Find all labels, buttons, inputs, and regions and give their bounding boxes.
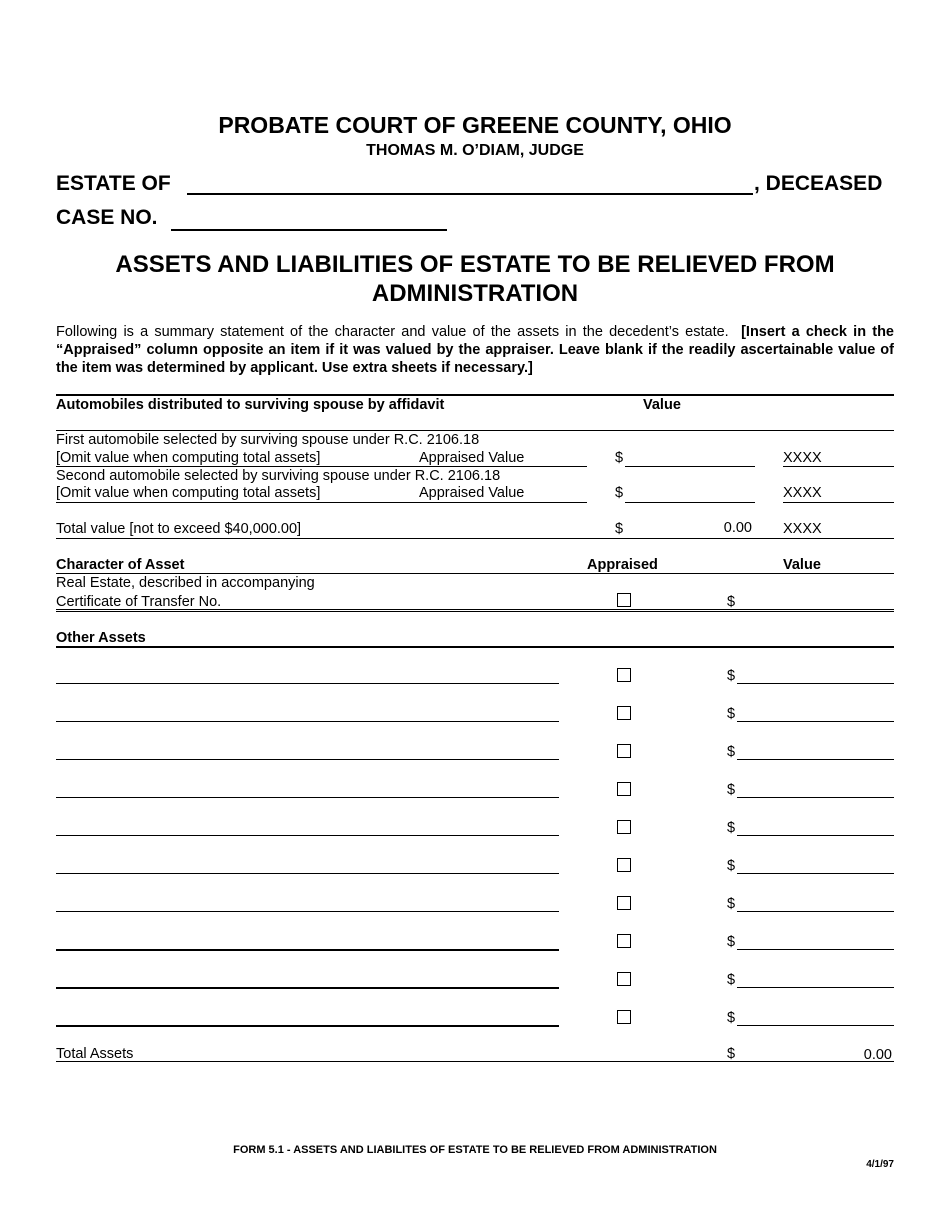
asset-appraised-checkbox[interactable] bbox=[617, 706, 631, 720]
first-auto-line2: [Omit value when computing total assets] bbox=[56, 450, 321, 466]
asset-description-field[interactable] bbox=[56, 781, 559, 798]
asset-appraised-checkbox[interactable] bbox=[617, 668, 631, 682]
asset-value-field[interactable] bbox=[737, 895, 894, 912]
second-auto-appraised-label: Appraised Value bbox=[419, 485, 525, 501]
deceased-label: , DECEASED bbox=[754, 172, 883, 195]
asset-appraised-checkbox[interactable] bbox=[617, 858, 631, 872]
dollar-sign: $ bbox=[727, 782, 736, 798]
asset-value-field[interactable] bbox=[737, 743, 894, 760]
divider bbox=[783, 502, 894, 503]
asset-appraised-checkbox[interactable] bbox=[617, 972, 631, 986]
asset-value-field[interactable] bbox=[737, 857, 894, 874]
asset-appraised-checkbox[interactable] bbox=[617, 820, 631, 834]
divider bbox=[56, 1061, 894, 1062]
xxxx-marker: XXXX bbox=[783, 521, 822, 537]
second-auto-line1: Second automobile selected by surviving spouse under R.C. 2106.18 bbox=[56, 468, 501, 484]
real-estate-appraised-checkbox[interactable] bbox=[617, 593, 631, 607]
value-heading: Value bbox=[783, 557, 821, 573]
divider bbox=[783, 466, 894, 467]
estate-label: ESTATE OF bbox=[56, 172, 171, 195]
first-auto-appraised-label: Appraised Value bbox=[419, 450, 525, 466]
intro-text: Following is a summary statement of the character and value of the assets in the decedent’s estate. bbox=[56, 324, 729, 340]
asset-appraised-checkbox[interactable] bbox=[617, 782, 631, 796]
asset-description-field[interactable] bbox=[56, 1009, 559, 1027]
total-assets-value: 0.00 bbox=[863, 1047, 892, 1063]
second-auto-line2: [Omit value when computing total assets] bbox=[56, 485, 321, 501]
total-assets-label: Total Assets bbox=[56, 1046, 134, 1062]
dollar-sign: $ bbox=[727, 706, 736, 722]
dollar-sign: $ bbox=[727, 1046, 736, 1062]
divider bbox=[56, 466, 587, 467]
court-name: PROBATE COURT OF GREENE COUNTY, OHIO bbox=[218, 112, 732, 138]
dollar-sign: $ bbox=[727, 1010, 736, 1026]
other-assets-heading: Other Assets bbox=[56, 630, 146, 646]
dollar-sign: $ bbox=[615, 521, 624, 537]
dollar-sign: $ bbox=[727, 668, 736, 684]
auto-total-label: Total value [not to exceed $40,000.00] bbox=[56, 521, 302, 537]
dollar-sign: $ bbox=[615, 450, 624, 466]
real-estate-line1: Real Estate, described in accompanying bbox=[56, 575, 315, 591]
divider bbox=[56, 502, 587, 503]
asset-description-field[interactable] bbox=[56, 667, 559, 684]
form-title: ASSETS AND LIABILITIES OF ESTATE TO BE RELIEVED FROM ADMINISTRATION bbox=[115, 251, 835, 307]
dollar-sign: $ bbox=[727, 934, 736, 950]
divider bbox=[56, 646, 894, 648]
asset-appraised-checkbox[interactable] bbox=[617, 744, 631, 758]
appraised-heading: Appraised bbox=[587, 557, 658, 573]
dollar-sign: $ bbox=[727, 744, 736, 760]
asset-description-field[interactable] bbox=[56, 819, 559, 836]
asset-value-field[interactable] bbox=[737, 933, 894, 950]
auto-total-value: 0.00 bbox=[723, 520, 752, 536]
automobiles-value-heading: Value bbox=[643, 397, 681, 413]
intro-instruction: [Insert a check in the “Appraised” column opposite an item if it was valued by the appraiser. Leave blank if the readily ascertainable value of the item was determined by applicant. Use extra sheets if necessary.] bbox=[56, 324, 894, 376]
dollar-sign: $ bbox=[727, 896, 736, 912]
judge-name: THOMAS M. O’DIAM, JUDGE bbox=[366, 142, 584, 159]
second-auto-value-field[interactable] bbox=[625, 486, 755, 503]
divider bbox=[56, 538, 894, 539]
asset-description-field[interactable] bbox=[56, 857, 559, 874]
case-label: CASE NO. bbox=[56, 206, 158, 229]
form-date: 4/1/97 bbox=[866, 1159, 894, 1170]
asset-value-field[interactable] bbox=[737, 705, 894, 722]
character-heading: Character of Asset bbox=[56, 557, 185, 573]
first-auto-line1: First automobile selected by surviving spouse under R.C. 2106.18 bbox=[56, 432, 480, 448]
automobiles-heading: Automobiles distributed to surviving spouse by affidavit bbox=[56, 397, 445, 413]
xxxx-marker: XXXX bbox=[783, 485, 822, 501]
form-footer: FORM 5.1 - ASSETS AND LIABILITES OF ESTATE TO BE RELIEVED FROM ADMINISTRATION bbox=[233, 1144, 717, 1156]
asset-description-field[interactable] bbox=[56, 971, 559, 989]
asset-description-field[interactable] bbox=[56, 933, 559, 951]
real-estate-line2: Certificate of Transfer No. bbox=[56, 594, 222, 610]
asset-value-field[interactable] bbox=[737, 819, 894, 836]
dollar-sign: $ bbox=[727, 594, 736, 610]
asset-appraised-checkbox[interactable] bbox=[617, 1010, 631, 1024]
case-number-field[interactable] bbox=[171, 205, 447, 231]
asset-value-field[interactable] bbox=[737, 971, 894, 988]
divider bbox=[56, 430, 894, 431]
divider bbox=[56, 573, 894, 574]
estate-name-field[interactable] bbox=[187, 169, 753, 195]
dollar-sign: $ bbox=[727, 820, 736, 836]
xxxx-marker: XXXX bbox=[783, 450, 822, 466]
divider bbox=[56, 394, 894, 396]
asset-appraised-checkbox[interactable] bbox=[617, 896, 631, 910]
divider bbox=[56, 611, 894, 612]
dollar-sign: $ bbox=[615, 485, 624, 501]
asset-appraised-checkbox[interactable] bbox=[617, 934, 631, 948]
dollar-sign: $ bbox=[727, 858, 736, 874]
first-auto-value-field[interactable] bbox=[625, 451, 755, 467]
asset-description-field[interactable] bbox=[56, 743, 559, 760]
divider bbox=[56, 609, 894, 610]
asset-value-field[interactable] bbox=[737, 667, 894, 684]
asset-description-field[interactable] bbox=[56, 705, 559, 722]
asset-value-field[interactable] bbox=[737, 1009, 894, 1026]
asset-description-field[interactable] bbox=[56, 895, 559, 912]
dollar-sign: $ bbox=[727, 972, 736, 988]
asset-value-field[interactable] bbox=[737, 781, 894, 798]
intro-paragraph bbox=[56, 323, 894, 377]
